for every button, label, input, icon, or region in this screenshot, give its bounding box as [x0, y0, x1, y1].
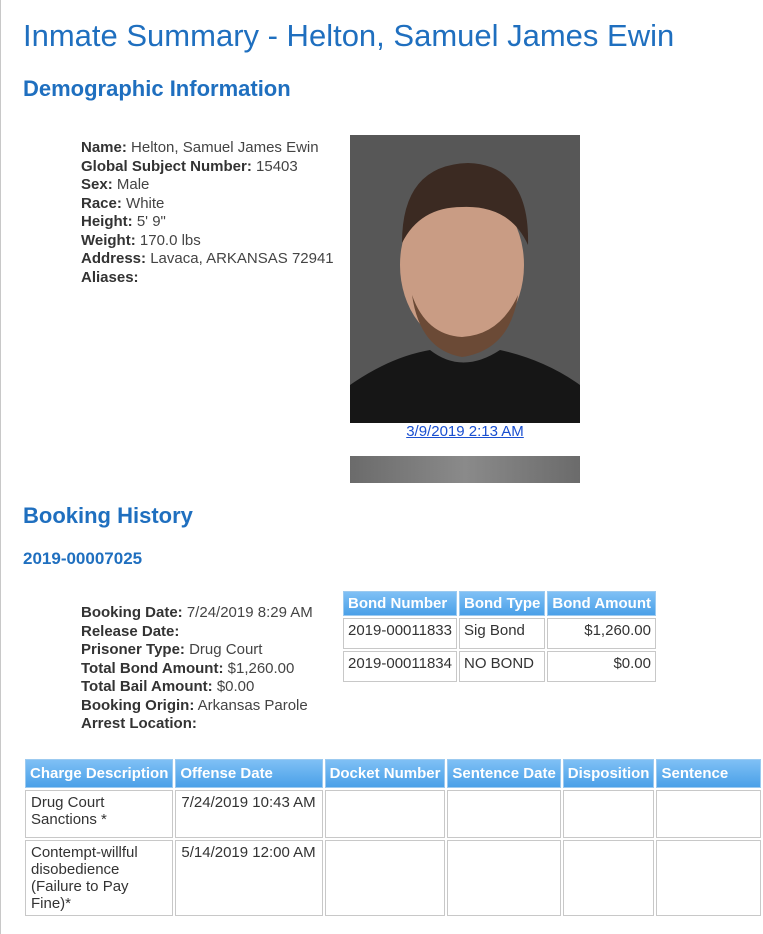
field-address: [81, 250, 334, 269]
field-arrest-location: [81, 715, 313, 734]
charge-description-cell: Drug Court Sanctions *: [25, 790, 173, 838]
field-value: Male: [116, 176, 150, 193]
field-label: Global Subject Number:: [81, 157, 252, 175]
field-label: Sex:: [81, 176, 113, 193]
bond-amount-cell: $1,260.00: [547, 618, 656, 649]
field-race: [81, 195, 334, 214]
charge-table: [23, 757, 763, 918]
table-row: [343, 618, 656, 649]
sentence-cell: [656, 790, 761, 838]
field-total-bond-amount: [81, 660, 313, 679]
table-row: [343, 651, 656, 682]
charge-description-cell: Contempt-willful disobedience (Failure to Pay Fine)*: [25, 840, 173, 916]
column-header-sentence-date[interactable]: Sentence Date: [447, 759, 560, 788]
charge-table-header: [25, 759, 761, 788]
booking-number: 2019-00007025: [23, 549, 143, 568]
table-row: [25, 790, 761, 838]
column-header-bond-type[interactable]: Bond Type: [459, 591, 545, 616]
field-label: Name:: [81, 139, 127, 156]
field-global-subject-number: [81, 158, 334, 177]
field-label: Race:: [81, 194, 122, 212]
field-total-bail-amount: [81, 678, 313, 697]
field-label: Height:: [81, 213, 133, 230]
field-label: Weight:: [81, 231, 136, 249]
field-value: Drug Court: [189, 641, 263, 658]
field-aliases: [81, 269, 334, 288]
demographic-info: [81, 139, 334, 287]
field-label: Release Date:: [81, 622, 180, 640]
field-sex: [81, 176, 334, 195]
field-label: Arrest Location:: [81, 715, 197, 732]
column-header-bond-amount[interactable]: Bond Amount: [547, 591, 656, 616]
field-label: Prisoner Type:: [81, 641, 185, 658]
column-header-offense-date[interactable]: Offense Date: [175, 759, 322, 788]
table-row: [25, 840, 761, 916]
field-prisoner-type: [81, 641, 313, 660]
bond-table-header: [343, 591, 656, 616]
bond-type-cell: Sig Bond: [459, 618, 545, 649]
sentence-date-cell: [447, 790, 560, 838]
bond-type-cell: NO BOND: [459, 651, 545, 682]
bond-table: [341, 589, 658, 684]
field-value: 170.0 lbs: [139, 231, 201, 249]
field-height: [81, 213, 334, 232]
disposition-cell: [563, 790, 655, 838]
field-label: Total Bond Amount:: [81, 659, 224, 677]
field-value: $0.00: [216, 678, 255, 695]
docket-number-cell: [325, 840, 446, 916]
bond-number-cell: 2019-00011833: [343, 618, 457, 649]
docket-number-cell: [325, 790, 446, 838]
offense-date-cell: 7/24/2019 10:43 AM: [175, 790, 322, 838]
field-value: White: [126, 194, 165, 212]
disposition-cell: [563, 840, 655, 916]
field-label: Address:: [81, 250, 147, 267]
field-booking-date: [81, 604, 313, 623]
photo-date-link[interactable]: 3/9/2019 2:13 AM: [406, 423, 524, 440]
demographic-heading: Demographic Information: [23, 76, 291, 101]
field-value: 15403: [256, 157, 298, 175]
sentence-cell: [656, 840, 761, 916]
sentence-date-cell: [447, 840, 560, 916]
offense-date-cell: 5/14/2019 12:00 AM: [175, 840, 322, 916]
field-label: Aliases:: [81, 268, 139, 286]
booking-info: [81, 604, 313, 734]
field-release-date: [81, 623, 313, 642]
field-value: 5' 9": [136, 213, 166, 230]
column-header-docket-number[interactable]: Docket Number: [325, 759, 446, 788]
field-value: Lavaca, ARKANSAS 72941: [150, 250, 334, 267]
bond-amount-cell: $0.00: [547, 651, 656, 682]
field-weight: [81, 232, 334, 251]
inmate-photo-thumbnail[interactable]: [350, 456, 580, 483]
field-value: 7/24/2019 8:29 AM: [186, 604, 313, 621]
field-value: Helton, Samuel James Ewin: [131, 139, 319, 156]
field-name: [81, 139, 334, 158]
column-header-sentence[interactable]: Sentence: [656, 759, 761, 788]
field-label: Total Bail Amount:: [81, 678, 213, 695]
column-header-charge-description[interactable]: Charge Description: [25, 759, 173, 788]
column-header-disposition[interactable]: Disposition: [563, 759, 655, 788]
inmate-photo[interactable]: [350, 135, 580, 423]
bond-number-cell: 2019-00011834: [343, 651, 457, 682]
person-silhouette-icon: [350, 135, 580, 423]
field-value: $1,260.00: [227, 659, 295, 677]
field-label: Booking Date:: [81, 604, 183, 621]
column-header-bond-number[interactable]: Bond Number: [343, 591, 457, 616]
field-label: Booking Origin:: [81, 696, 195, 714]
field-value: Arkansas Parole: [197, 696, 308, 714]
booking-history-heading: Booking History: [23, 503, 193, 528]
field-booking-origin: [81, 697, 313, 716]
page-title: Inmate Summary - Helton, Samuel James Ewin: [23, 18, 675, 53]
